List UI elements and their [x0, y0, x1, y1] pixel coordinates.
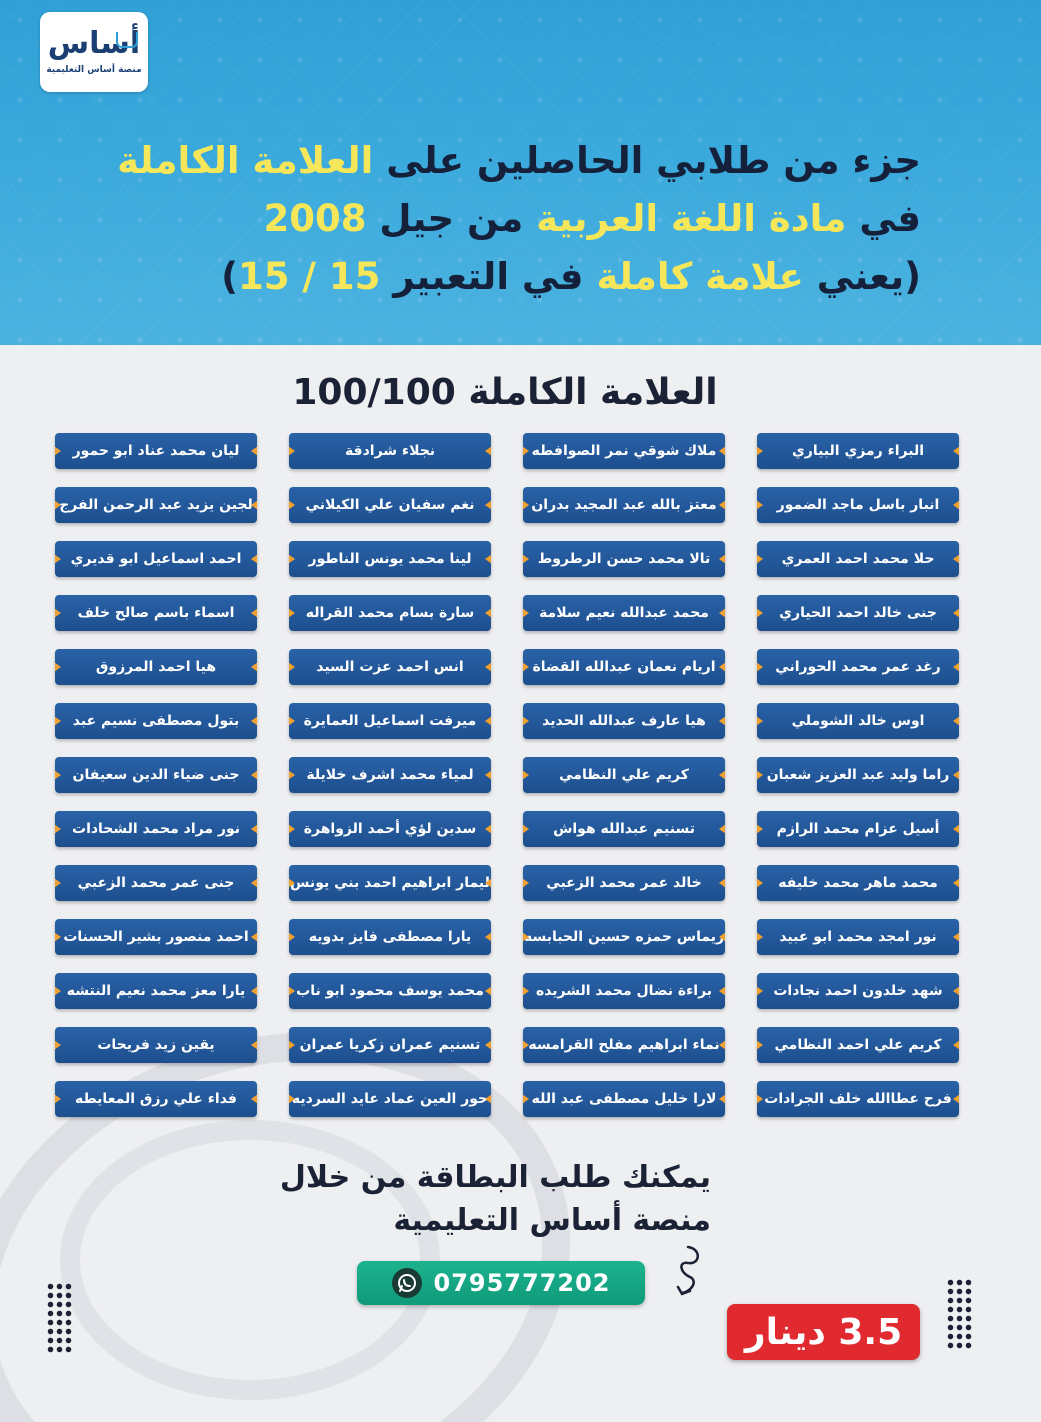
student-name-pill: راما وليد عبد العزيز شعبان: [757, 757, 959, 793]
student-name-pill: جنى عمر محمد الزعبي: [55, 865, 257, 901]
headline-text: ): [221, 255, 239, 298]
student-name-pill: لمياء محمد اشرف خلايلة: [289, 757, 491, 793]
student-name-pill: خالد عمر محمد الزعبي: [523, 865, 725, 901]
logo-subtext: منصة أساس التعليمية: [46, 65, 142, 75]
header-banner: [0, 0, 1041, 345]
student-name-pill: تالا محمد حسن الرطروط: [523, 541, 725, 577]
headline-highlight: العلامة الكاملة: [117, 139, 374, 182]
student-name-pill: انبار باسل ماجد الضمور: [757, 487, 959, 523]
student-name-pill: سارة بسام محمد القراله: [289, 595, 491, 631]
student-name-pill: براءة نضال محمد الشريده: [523, 973, 725, 1009]
student-name-pill: جنى خالد احمد الحياري: [757, 595, 959, 631]
student-name-pill: شهد خلدون احمد نجادات: [757, 973, 959, 1009]
student-name-pill: بتول مصطفى نسيم عبد: [55, 703, 257, 739]
student-name-pill: كريم علي احمد النظامي: [757, 1027, 959, 1063]
student-name-pill: كريم علي النظامي: [523, 757, 725, 793]
headline-highlight: 15 / 15: [238, 255, 381, 298]
order-line-2: منصة أساس التعليمية: [393, 1203, 711, 1238]
whatsapp-contact-button[interactable]: [357, 1261, 645, 1305]
order-line-1: يمكنك طلب البطاقة من خلال: [279, 1160, 711, 1195]
headline-highlight: علامة كاملة: [596, 255, 804, 298]
dots-decoration: [946, 1278, 974, 1350]
student-name-pill: ليمار ابراهيم احمد بني يونس: [289, 865, 491, 901]
student-name-pill: لارا خليل مصطفى عبد الله: [523, 1081, 725, 1117]
arrow-doodle-icon: [668, 1243, 708, 1299]
student-name-pill: محمد يوسف محمود ابو ناب: [289, 973, 491, 1009]
student-name-pill: البراء رمزي البياري: [757, 433, 959, 469]
headline-text: في: [846, 197, 921, 240]
student-name-pill: رغد عمر محمد الحوراني: [757, 649, 959, 685]
headline-text: من جيل: [366, 197, 537, 240]
headline-line-2: [81, 197, 921, 240]
student-name-pill: لجين يزيد عبد الرحمن الفرج: [55, 487, 257, 523]
whatsapp-icon: [392, 1268, 422, 1298]
student-name-pill: اوس خالد الشوملي: [757, 703, 959, 739]
student-name-pill: ميرفت اسماعيل العمايرة: [289, 703, 491, 739]
student-name-pill: نجلاء شرادقة: [289, 433, 491, 469]
student-name-pill: احمد اسماعيل ابو قديري: [55, 541, 257, 577]
student-name-pill: لينا محمد يونس الناطور: [289, 541, 491, 577]
student-name-pill: يقين زيد فريحات: [55, 1027, 257, 1063]
student-name-pill: اريام نعمان عبدالله القضاة: [523, 649, 725, 685]
student-name-pill: معتز بالله عبد المجيد بدران: [523, 487, 725, 523]
student-name-pill: حلا محمد احمد العمري: [757, 541, 959, 577]
student-name-pill: نغم سفيان علي الكيلاني: [289, 487, 491, 523]
headline-text: (يعني: [803, 255, 921, 298]
student-name-pill: يارا مصطفى فايز بدويه: [289, 919, 491, 955]
student-name-pill: اسماء باسم صالح خلف: [55, 595, 257, 631]
student-name-pill: محمد عبدالله نعيم سلامة: [523, 595, 725, 631]
student-name-pill: ملاك شوقي نمر الصوافطه: [523, 433, 725, 469]
brand-logo: [40, 12, 148, 92]
student-name-pill: نور امجد محمد ابو عبيد: [757, 919, 959, 955]
price-badge: 3.5 دينار: [727, 1304, 920, 1360]
book-icon: [116, 32, 138, 48]
student-name-pill: تسنيم عمران زكريا عمران: [289, 1027, 491, 1063]
student-name-pill: فرح عطاالله خلف الجرادات: [757, 1081, 959, 1117]
logo-text: أساس: [47, 26, 141, 61]
headline-line-3: [81, 255, 921, 298]
full-mark-title: العلامة الكاملة 100/100: [292, 372, 718, 413]
student-name-pill: محمد ماهر محمد خليفه: [757, 865, 959, 901]
phone-number: 0795777202: [433, 1269, 611, 1297]
student-name-pill: أسيل عزام محمد الرازم: [757, 811, 959, 847]
students-grid: [54, 433, 959, 1117]
headline-line-1: [81, 139, 921, 182]
student-name-pill: انس احمد عزت السيد: [289, 649, 491, 685]
student-name-pill: حور العين عماد عايد السرديه: [289, 1081, 491, 1117]
student-name-pill: ليان محمد عناد ابو حمور: [55, 433, 257, 469]
headline-highlight: 2008: [263, 197, 367, 240]
student-name-pill: يارا معز محمد نعيم النتشه: [55, 973, 257, 1009]
student-name-pill: جنى ضياء الدين سعيفان: [55, 757, 257, 793]
student-name-pill: سدين لؤي أحمد الزواهرة: [289, 811, 491, 847]
headline-highlight: مادة اللغة العربية: [536, 197, 847, 240]
headline-text: جزء من طلابي الحاصلين على: [373, 139, 921, 182]
student-name-pill: ريماس حمزه حسين الحبابسه: [523, 919, 725, 955]
student-name-pill: فداء علي رزق المعايطه: [55, 1081, 257, 1117]
student-name-pill: احمد منصور بشير الحسنات: [55, 919, 257, 955]
dots-decoration: [46, 1282, 74, 1354]
student-name-pill: نماء ابراهيم مفلح القرامسه: [523, 1027, 725, 1063]
student-name-pill: تسنيم عبدالله هواش: [523, 811, 725, 847]
student-name-pill: هيا احمد المرزوق: [55, 649, 257, 685]
student-name-pill: نور مراد محمد الشحادات: [55, 811, 257, 847]
student-name-pill: هيا عارف عبدالله الحديد: [523, 703, 725, 739]
headline-text: في التعبير: [380, 255, 597, 298]
